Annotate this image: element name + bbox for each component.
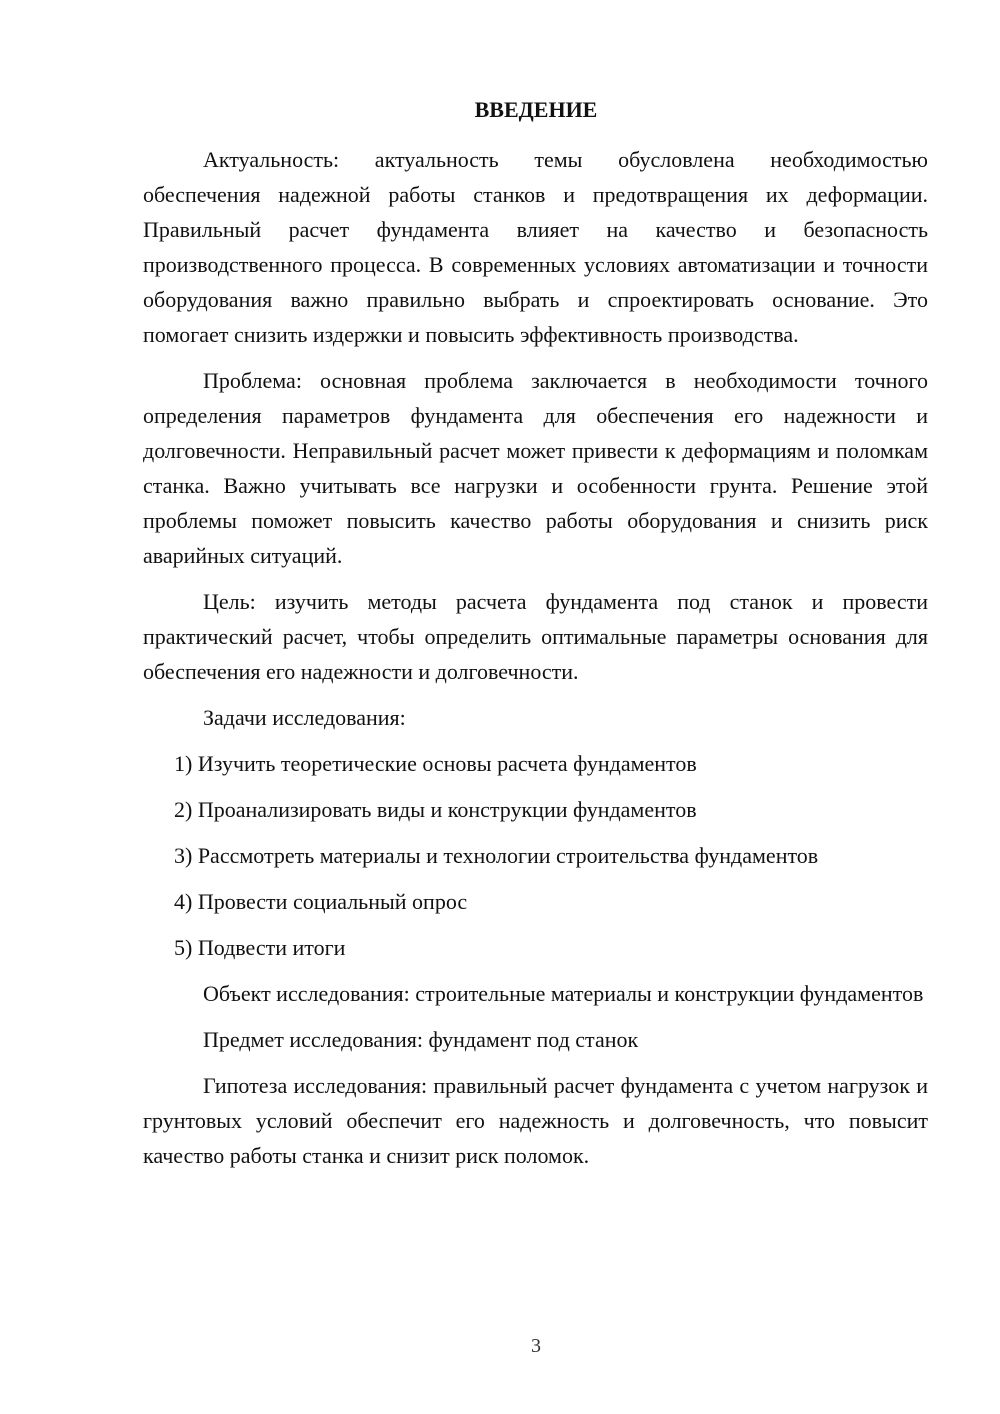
page-title: ВВЕДЕНИЕ (474, 97, 598, 122)
task-item-4: 4) Провести социальный опрос (174, 889, 468, 914)
task-item-5: 5) Подвести итоги (174, 935, 346, 960)
task-item-1: 1) Изучить теоретические основы расчета фундаментов (174, 751, 697, 776)
paragraph-goal: Цель: изучить методы расчета фундамента под станок и провести практический расчет, чтобы определить оптимальные параметры основания для обеспечения его надежности и долговечности. (143, 589, 928, 684)
paragraph-object: Объект исследования: строительные материалы и конструкции фундаментов (203, 981, 924, 1006)
tasks-heading: Задачи исследования: (203, 705, 406, 730)
document-body (143, 142, 928, 1173)
paragraph-problem: Проблема: основная проблема заключается в необходимости точного определения параметров фундамента для обеспечения его надежности и долговечности. Неправильный расчет может привести к деформациям и поломкам станка. Важно учитывать все нагрузки и особенности грунта. Решение этой проблемы поможет повысить качество работы оборудования и снизить риск аварийных ситуаций. (143, 368, 928, 568)
paragraph-subject: Предмет исследования: фундамент под станок (203, 1027, 639, 1052)
page-number: 3 (531, 1335, 541, 1357)
task-item-2: 2) Проанализировать виды и конструкции фундаментов (174, 797, 697, 822)
paragraph-hypothesis: Гипотеза исследования: правильный расчет фундамента с учетом нагрузок и грунтовых условий обеспечит его надежность и долговечность, что повысит качество работы станка и снизит риск поломок. (143, 1073, 928, 1168)
task-item-3: 3) Рассмотреть материалы и технологии строительства фундаментов (174, 843, 819, 868)
paragraph-relevance: Актуальность: актуальность темы обусловлена необходимостью обеспечения надежной работы станков и предотвращения их деформации. Правильный расчет фундамента влияет на качество и безопасность производственного процесса. В современных условиях автоматизации и точности оборудования важно правильно выбрать и спроектировать основание. Это помогает снизить издержки и повысить эффективность производства. (143, 147, 928, 347)
